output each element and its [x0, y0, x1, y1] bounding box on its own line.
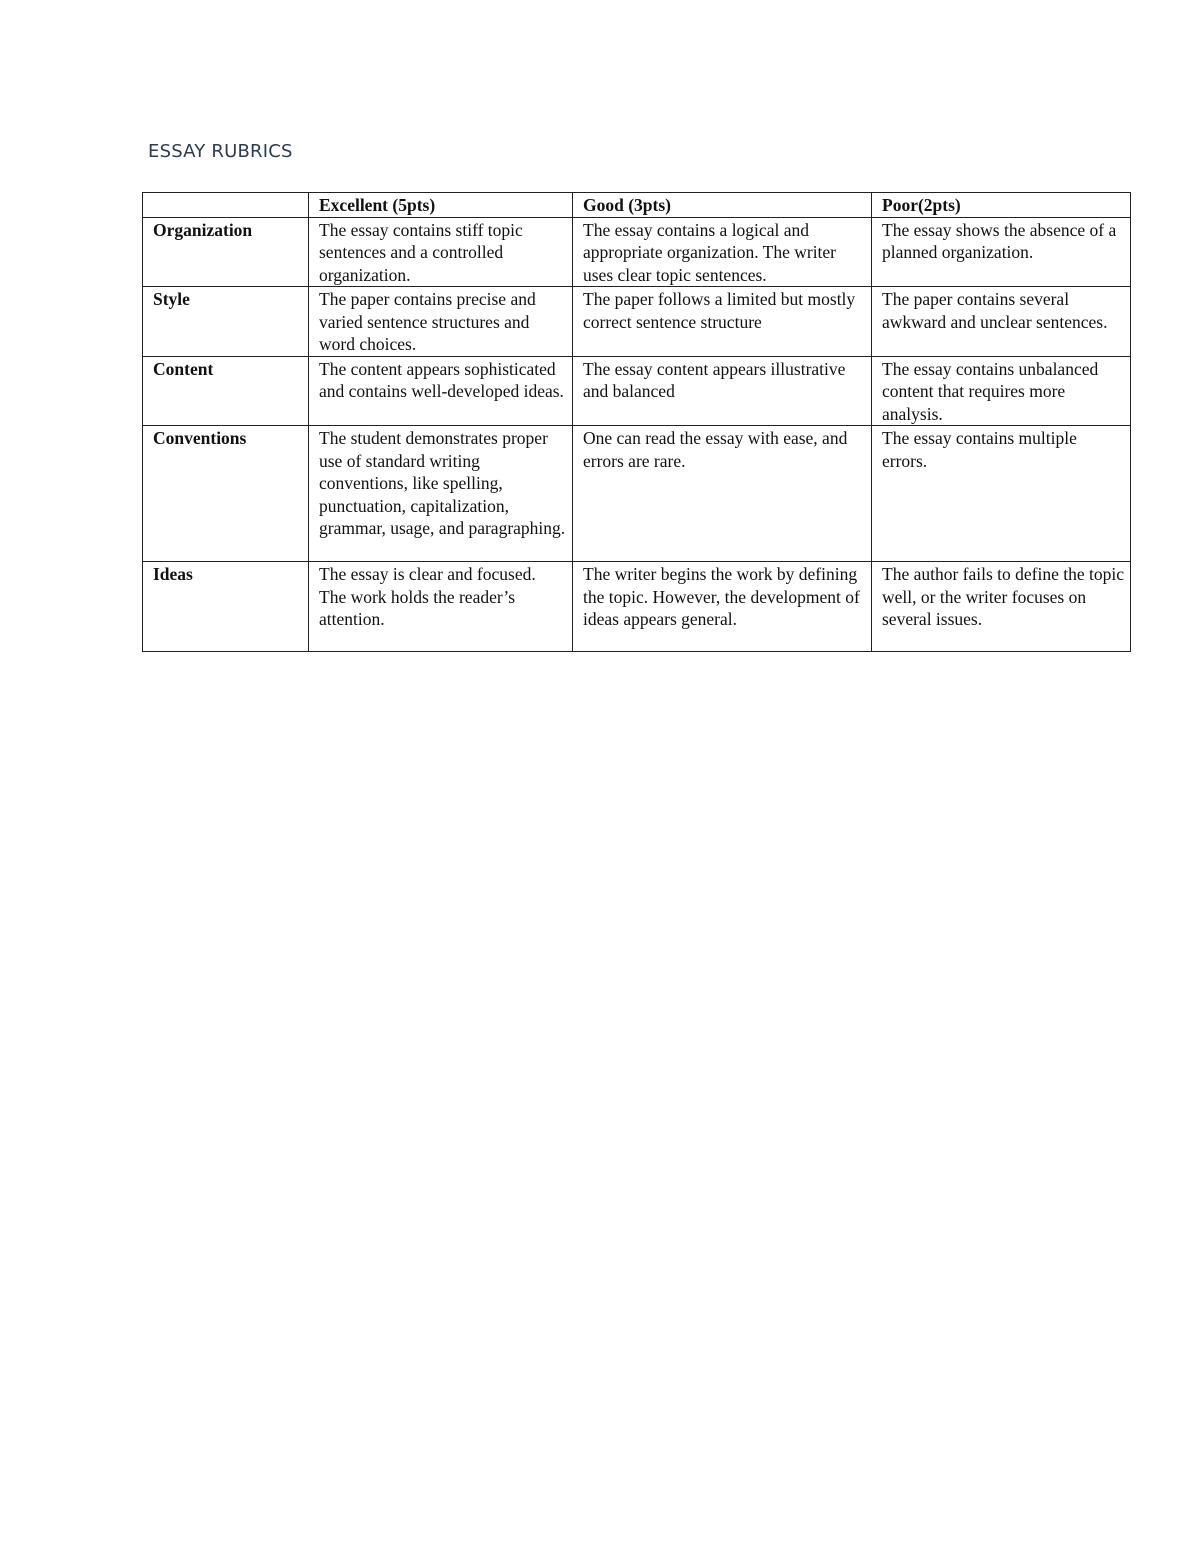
- excellent-cell: The essay is clear and focused. The work holds the reader’s attention.: [309, 562, 573, 652]
- table-row: [143, 356, 1131, 426]
- poor-cell: The author fails to define the topic well, or the writer focuses on several issues.: [872, 562, 1131, 652]
- rubric-table: [142, 192, 1131, 652]
- excellent-cell: The essay contains stiff topic sentences and a controlled organization.: [309, 217, 573, 287]
- poor-cell: The essay shows the absence of a planned organization.: [872, 217, 1131, 287]
- criterion-cell: Content: [143, 356, 309, 426]
- header-cell-good: Good (3pts): [573, 193, 872, 218]
- criterion-cell: Style: [143, 287, 309, 357]
- good-cell: The writer begins the work by defining the topic. However, the development of ideas appears general.: [573, 562, 872, 652]
- criterion-cell: Organization: [143, 217, 309, 287]
- good-cell: The essay content appears illustrative and balanced: [573, 356, 872, 426]
- header-cell-poor: Poor(2pts): [872, 193, 1131, 218]
- good-cell: The essay contains a logical and appropriate organization. The writer uses clear topic sentences.: [573, 217, 872, 287]
- good-cell: One can read the essay with ease, and errors are rare.: [573, 426, 872, 562]
- poor-cell: The paper contains several awkward and unclear sentences.: [872, 287, 1131, 357]
- table-row: [143, 287, 1131, 357]
- table-row: [143, 426, 1131, 562]
- poor-cell: The essay contains unbalanced content that requires more analysis.: [872, 356, 1131, 426]
- table-row: [143, 217, 1131, 287]
- criterion-cell: Ideas: [143, 562, 309, 652]
- good-cell: The paper follows a limited but mostly correct sentence structure: [573, 287, 872, 357]
- excellent-cell: The paper contains precise and varied sentence structures and word choices.: [309, 287, 573, 357]
- criterion-cell: Conventions: [143, 426, 309, 562]
- document-title: ESSAY RUBRICS: [148, 141, 293, 162]
- poor-cell: The essay contains multiple errors.: [872, 426, 1131, 562]
- excellent-cell: The student demonstrates proper use of standard writing conventions, like spelling, punctuation, capitalization, grammar, usage, and paragraphing.: [309, 426, 573, 562]
- table-row: [143, 562, 1131, 652]
- header-cell-excellent: Excellent (5pts): [309, 193, 573, 218]
- excellent-cell: The content appears sophisticated and contains well-developed ideas.: [309, 356, 573, 426]
- table-header-row: [143, 193, 1131, 218]
- header-cell-criterion: [143, 193, 309, 218]
